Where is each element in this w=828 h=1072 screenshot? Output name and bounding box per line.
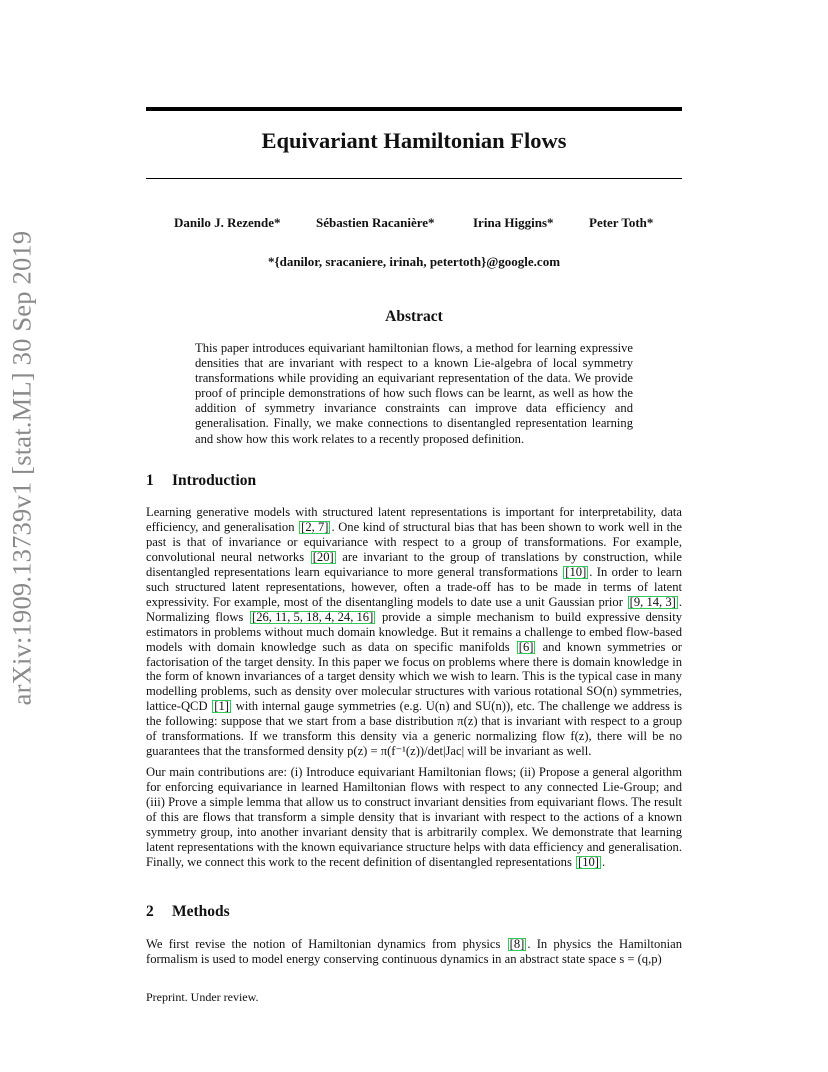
citation-link[interactable]: [6] (518, 639, 534, 654)
author-name: Danilo J. Rezende* (174, 215, 281, 230)
citation-link[interactable]: [9, 14, 3] (629, 594, 676, 609)
author-name: Sébastien Racanière* (316, 215, 435, 230)
abstract-heading: Abstract (385, 308, 443, 325)
section-title: Introduction (172, 472, 257, 489)
citation-link[interactable]: [10] (578, 854, 599, 869)
abstract-body: This paper introduces equivariant hamiltonian flows, a method for learning expressive densities that are invariant with respect to a known Lie-algebra of local symmetry transformations while providing an equivariant representation of the data. We provide proof of principle demonstrations of how such flows can be learnt, as well as how the addition of symmetry invariance constraints can improve data efficiency and generalisation. Finally, we make connections to disentangled representation learning and show how this work relates to a recently proposed definition. (195, 341, 633, 446)
citation-link[interactable]: [20] (312, 549, 334, 564)
title-bottom-rule (146, 178, 682, 179)
paper-title: Equivariant Hamiltonian Flows (261, 128, 567, 153)
section-number: 2 (146, 903, 154, 920)
section-title: Methods (172, 903, 230, 920)
citation-link[interactable]: [8] (509, 937, 525, 951)
arxiv-identifier-text: arXiv:1909.13739v1 [stat.ML] 30 Sep 2019 (6, 230, 37, 706)
citation-link[interactable]: [10] (565, 564, 587, 579)
author-list (146, 215, 682, 233)
body-paragraph: We first revise the notion of Hamiltonian dynamics from physics [8] . In physics the Hamiltonian formalism is used to model energy conserving continuous dynamics in an abstract state space s = (q,p) (146, 937, 682, 966)
section-number: 1 (146, 472, 154, 489)
author-emails: *{danilor, sracaniere, irinah, petertoth}@google.com (267, 254, 561, 269)
body-paragraph: Our main contributions are: (i) Introduce equivariant Hamiltonian flows; (ii) Propose a general algorithm for enforcing equivariance in learned Hamiltonian flows with respect to any connected Lie-Group; and (iii) Prove a simple lemma that allow us to construct invariant densities from equivariant flows. The result of this are flows that transform a simple density that is invariant with respect to the actions of a known symmetry group, into another invariant density that is arbitrarily complex. We demonstrate that learning latent representations with the known equivariance structure helps with data efficiency and generalisation. Finally, we connect this work to the recent definition of disentangled representations [10] . (146, 765, 682, 869)
body-paragraph: Learning generative models with structured latent representations is important for interpretability, data efficiency, and generalisation [2, 7] . One kind of structural bias that has been shown to work well in the past is that of invariance or equivariance with respect to a group of transformations. For example, convolutional neural networks [20] are invariant to the group of translations by construction, while disentangled representations learn equivariance to more general transformations [10] . In order to learn such structured latent representations, however, often a trade-off has to be made in terms of latent expressivity. For example, most of the disentangling models to date use a unit Gaussian prior [9, 14, 3] . Normalizing flows [26, 11, 5, 18, 4, 24, 16] provide a simple mechanism to build expressive density estimators in problems without much domain knowledge. But it remains a challenge to embed flow-based models with domain knowledge such as data on specific manifolds [6] and known symmetries or factorisation of the target density. In this paper we focus on problems where there is domain knowledge in the form of known invariances of a target density which we wish to learn. This is the typical case in many modelling problems, such as density over molecular structures with various rotational SO(n) symmetries, lattice-QCD [1] with internal gauge symmetries (e.g. U(n) and SU(n)), etc. The challenge we address is the following: suppose that we start from a base distribution π(z) that is invariant with respect to a group of transformations. If we transform this density via a generic normalizing flow f(z), there will be no guarantees that the transformed density p(z) = π(f⁻¹(z))/det|Jac| will be invariant as well. (146, 505, 683, 759)
citation-link[interactable]: [26, 11, 5, 18, 4, 24, 16] (252, 609, 374, 624)
citation-link[interactable]: [1] (214, 699, 229, 714)
section-heading-introduction (146, 472, 256, 490)
page-footer: Preprint. Under review. (146, 990, 259, 1004)
author-name: Peter Toth* (589, 215, 654, 230)
citation-link[interactable]: [2, 7] (301, 519, 329, 534)
title-top-rule (146, 107, 682, 111)
section-heading-methods (146, 903, 230, 921)
author-name: Irina Higgins* (473, 215, 554, 230)
